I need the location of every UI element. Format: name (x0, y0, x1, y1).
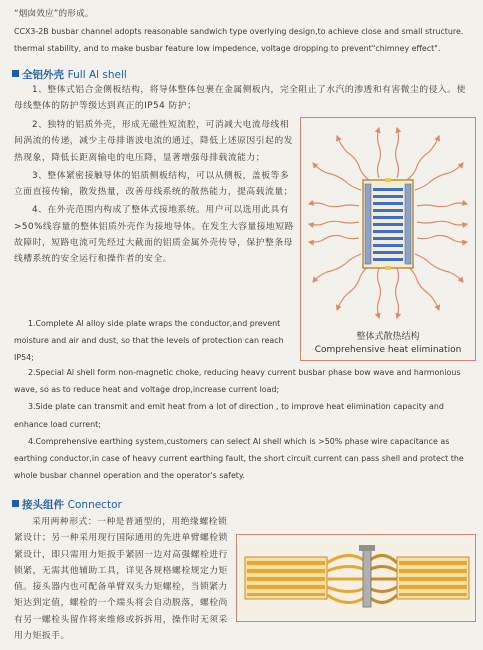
shell-paragraph-4: 4、在外壳范围内构成了整体式接地系统。用户可以选用此具有>50%线容量的整体铝质外壳作为接地导体。在发生大容量接地短路故障时，短路电流可先经过大截面的铝质金属外壳传导，保护整条母线槽系统的安全运行和操作者的安全。 (14, 205, 294, 265)
connector-paragraph: 采用两种形式：一种是普通型的，用绝缘螺栓锁紧设计；另一种采用现行国际通用的先进单臂螺栓锁紧设计，即只需用力矩扳手紧固一边对高强螺栓进行锁紧，无需其他辅助工具，详见各规格螺栓规定力矩值。接头器内也可配备单臂双头力矩螺栓，当锁紧力矩达到定值，螺栓的一个端头将会自动脱落，螺栓尚有另一螺栓头留作将来维修或拆拆用，操作时无须采用力矩扳手。 (14, 517, 228, 642)
heat-figure-frame (300, 117, 476, 361)
shell-en-item-2: 2.Special Al shell form non-magnetic choke, reducing heavy current busbar phase bow wave and harmonious wave, so as to reduce heat and voltage drop,increase current load; (14, 368, 461, 395)
heading-connector-cn: 接头组件 (22, 499, 64, 511)
top-fragment-text: “烟囱效应”的形成。 (14, 9, 94, 19)
shell-paragraph-1: 1、整体式铝合金侧板结构，将导体整体包裹在金属侧板内，完全阻止了水汽的渗透和有害微尘的侵入。使母线整体的防护等级达到真正的IP54 防护； (14, 85, 466, 112)
heading-connector-en: Connector (67, 499, 122, 511)
connector-diagram (237, 535, 475, 621)
intro-english-text: CCX3-2B busbar channel adopts reasonable sandwich type overlying design,to achieve close and small structure. thermal stability, and to make busbar feature low impedence, voltage dropping to prevent"chimney effect". (14, 27, 464, 53)
shell-paragraph-3: 3、整体紧密接触导体的铝质侧板结构，可以从侧板，盖板等多立面直接传输，散发热量，改善母线系统的散热能力，提高载流量； (14, 170, 293, 198)
figure-caption-cn: 整体式散热结构 (356, 332, 420, 342)
section-heading-shell (12, 67, 127, 82)
shell-narrow-column (14, 117, 296, 268)
shell-en-item-3: 3.Side plate can transmit and emit heat from a lot of direction , to improve heat elimination capacity and enhance load current; (14, 402, 444, 429)
heading-shell-en: Full Al shell (67, 69, 127, 81)
heading-square-icon (12, 70, 19, 77)
shell-en-items (14, 364, 474, 484)
shell-paragraph-2: 2、独特的铝质外壳，形成无磁性短流腔，可消减大电流母线相间涡流的传递，减少主母排谐波电流的通过，降低上述原因引起的发热现象，降低长距离输电的电压降，显著增强母排载流能力； (14, 120, 293, 163)
heading-shell-cn: 全铝外壳 (22, 69, 64, 81)
figure-caption-en: Comprehensive heat elimination (314, 345, 462, 355)
heading-square-icon (12, 500, 19, 507)
heat-elimination-diagram (301, 118, 475, 328)
section-heading-connector (12, 497, 122, 512)
connector-figure-frame (236, 534, 476, 622)
busbar-cross-section (363, 178, 413, 270)
shell-en-item-1: 1.Complete Al alloy side plate wraps the conductor,and prevent moisture and air and dust, so that the levels of protection can reach IP54; (14, 319, 284, 363)
shell-en-item-4: 4.Comprehensive earthing system,customers can select Al shell which is >50% phase wire capacitance as earthing conductor,in case of heavy current earthing fault, the short circuit current can pass shell and protect the whole busbar channel operation and the operator's safety. (14, 436, 464, 481)
